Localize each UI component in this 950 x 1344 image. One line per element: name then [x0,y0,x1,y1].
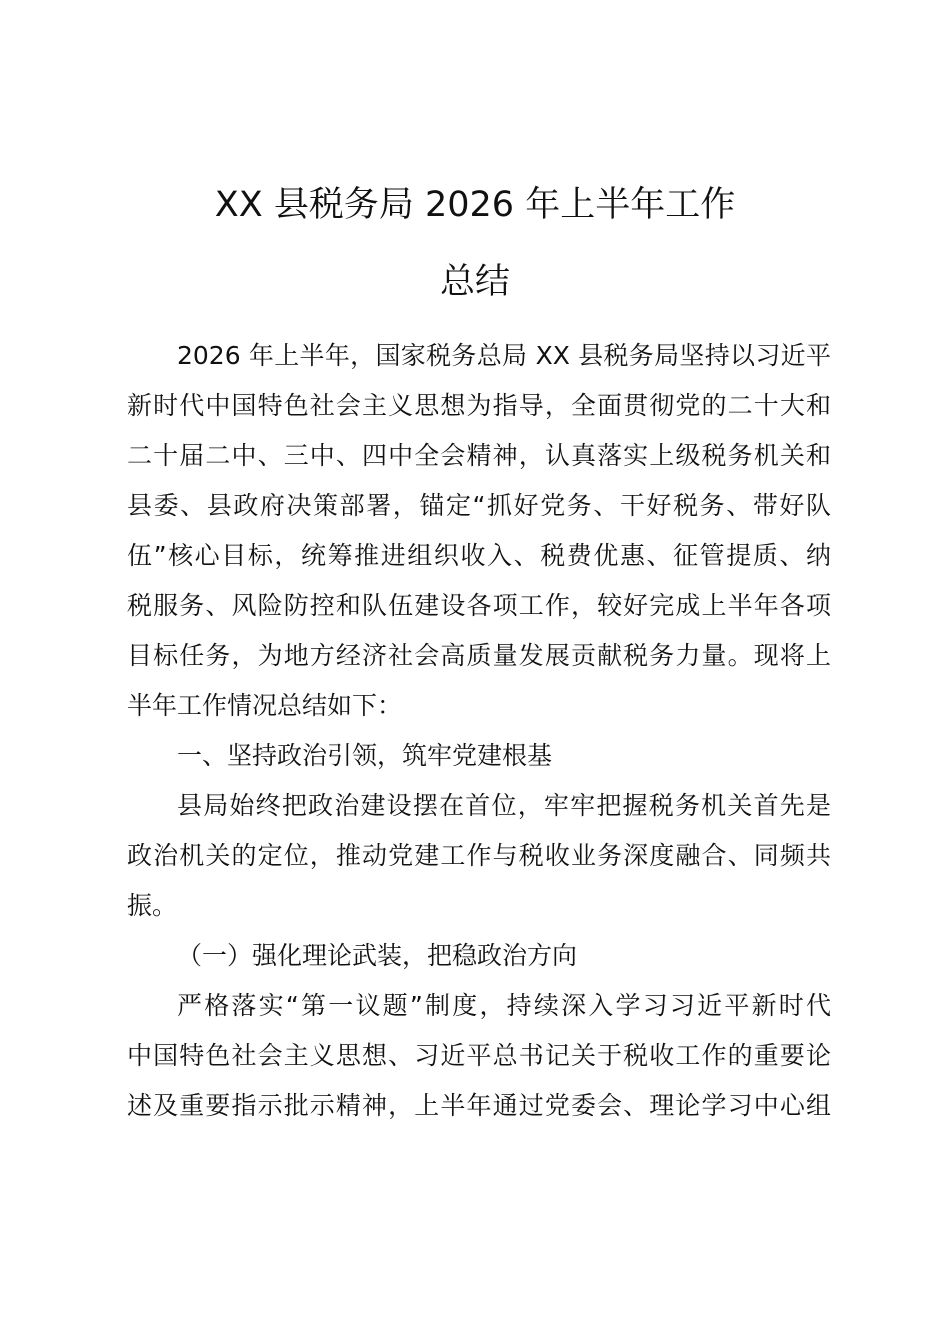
body-line: 严格落实“第一议题”制度，持续深入学习习近平新时代 [177,991,831,1020]
subsection-heading: （一）强化理论武装，把稳政治方向 [177,941,578,970]
body-line: 县局始终把政治建设摆在首位，牢牢把握税务机关首先是 [177,791,831,820]
body-line: 中国特色社会主义思想、习近平总书记关于税收工作的重要论 [127,1041,831,1070]
body-line: 新时代中国特色社会主义思想为指导，全面贯彻党的二十大和 [127,391,831,420]
body-line: 目标任务，为地方经济社会高质量发展贡献税务力量。现将上 [127,641,831,670]
body-line: 半年工作情况总结如下： [127,691,403,720]
body-line: 述及重要指示批示精神，上半年通过党委会、理论学习中心组 [127,1091,831,1120]
document-title: XX 县税务局 2026 年上半年工作 [214,185,736,225]
body-line: 二十届二中、三中、四中全会精神，认真落实上级税务机关和 [127,441,831,470]
document-body [127,331,831,1131]
body-line: 政治机关的定位，推动党建工作与税收业务深度融合、同频共 [127,841,831,870]
document-title-continued: 总结 [439,262,510,302]
section-heading: 一、坚持政治引领，筑牢党建根基 [177,741,553,770]
body-line: 税服务、风险防控和队伍建设各项工作，较好完成上半年各项 [127,591,831,620]
body-line: 2026 年上半年，国家税务总局 XX 县税务局坚持以习近平 [177,341,831,370]
body-line: 振。 [127,891,178,920]
body-line: 县委、县政府决策部署，锚定“抓好党务、干好税务、带好队 [127,491,831,520]
body-line: 伍”核心目标，统筹推进组织收入、税费优惠、征管提质、纳 [127,541,831,570]
